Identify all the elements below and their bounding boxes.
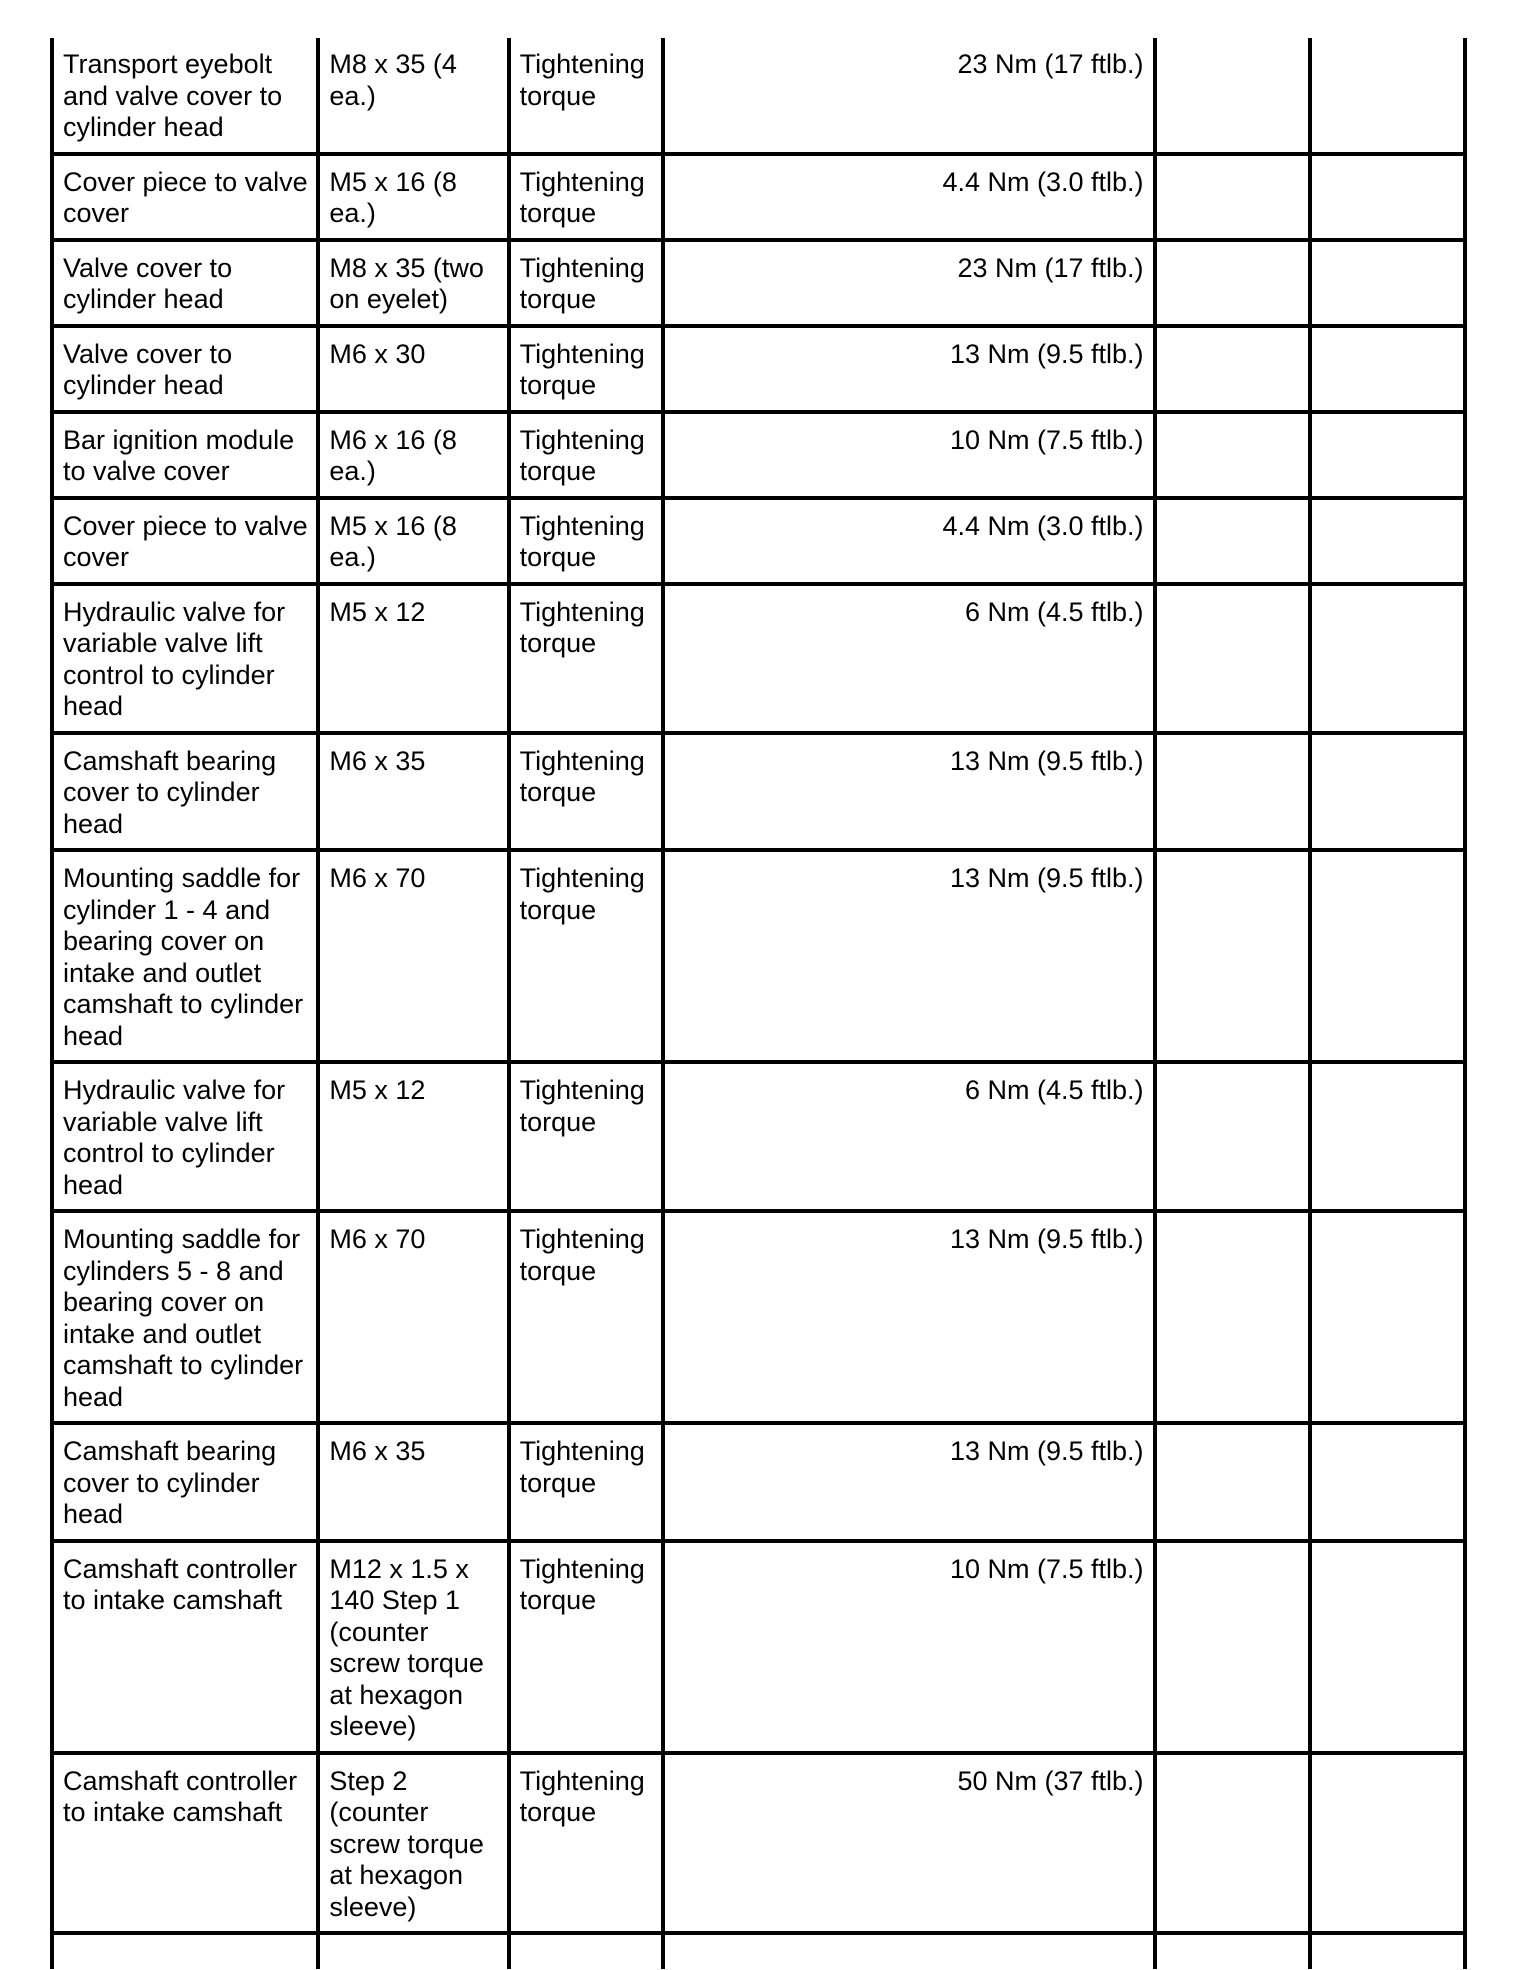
spec-type-cell: Tightening torque (509, 584, 663, 733)
table-row (52, 850, 1465, 1062)
table-row (52, 326, 1465, 412)
empty-cell (1155, 1933, 1310, 1969)
description-cell: Bar ignition module to valve cover (52, 412, 318, 498)
fastener-size-cell: M5 x 16 (8 ea.) (318, 498, 508, 584)
description-cell: Hydraulic valve for variable valve lift control to cylinder head (52, 584, 318, 733)
fastener-size-cell: M6 x 30 (318, 326, 508, 412)
empty-cell (1310, 1753, 1465, 1934)
empty-cell (1310, 1062, 1465, 1211)
empty-cell (1310, 154, 1465, 240)
description-cell: Mounting saddle for cylinders 5 - 8 and bearing cover on intake and outlet camshaft to cylinder head (52, 1211, 318, 1423)
spec-type-cell: Tightening torque (509, 1062, 663, 1211)
empty-cell (1155, 850, 1310, 1062)
spec-type-cell: Tightening torque (509, 38, 663, 154)
fastener-size-cell: M5 x 16 (8 ea.) (318, 154, 508, 240)
fastener-size-cell: M8 x 35 (4 ea.) (318, 38, 508, 154)
empty-cell (1155, 38, 1310, 154)
spec-type-cell: Tightening torque (509, 850, 663, 1062)
empty-cell (1155, 240, 1310, 326)
description-cell: Camshaft bearing cover to cylinder head (52, 1423, 318, 1541)
torque-value-cell: 13 Nm (9.5 ftlb.) (663, 326, 1155, 412)
table-row (52, 1753, 1465, 1934)
table-row (52, 584, 1465, 733)
fastener-size-cell: M6 x 35 (318, 1423, 508, 1541)
description-cell: Transport eyebolt and valve cover to cylinder head (52, 38, 318, 154)
table-row (52, 1541, 1465, 1753)
torque-value-cell: 10 Nm (7.5 ftlb.) (663, 412, 1155, 498)
description-cell: Camshaft bearing cover to cylinder head (52, 733, 318, 851)
empty-cell (52, 1933, 318, 1969)
spec-type-cell: Tightening torque (509, 733, 663, 851)
torque-value-cell: 13 Nm (9.5 ftlb.) (663, 1211, 1155, 1423)
spec-type-cell: Tightening torque (509, 1541, 663, 1753)
spec-type-cell: Tightening torque (509, 154, 663, 240)
table-row (52, 240, 1465, 326)
table-body (52, 38, 1465, 1969)
empty-cell (1310, 326, 1465, 412)
table-row (52, 412, 1465, 498)
fastener-size-cell: M6 x 35 (318, 733, 508, 851)
empty-cell (1155, 1753, 1310, 1934)
empty-cell (1310, 1541, 1465, 1753)
torque-value-cell: 13 Nm (9.5 ftlb.) (663, 850, 1155, 1062)
fastener-size-cell: M6 x 70 (318, 850, 508, 1062)
table-row (52, 1423, 1465, 1541)
empty-cell (1310, 498, 1465, 584)
empty-cell (1310, 584, 1465, 733)
fastener-size-cell: M12 x 1.5 x 140 Step 1 (counter screw torque at hexagon sleeve) (318, 1541, 508, 1753)
table-row-continued (52, 1933, 1465, 1969)
empty-cell (1310, 1423, 1465, 1541)
empty-cell (1310, 1211, 1465, 1423)
torque-value-cell: 4.4 Nm (3.0 ftlb.) (663, 498, 1155, 584)
table-row (52, 154, 1465, 240)
empty-cell (1155, 412, 1310, 498)
fastener-size-cell: M6 x 16 (8 ea.) (318, 412, 508, 498)
table-row (52, 733, 1465, 851)
empty-cell (1155, 326, 1310, 412)
spec-type-cell: Tightening torque (509, 1753, 663, 1934)
empty-cell (1155, 1062, 1310, 1211)
torque-spec-table (50, 38, 1467, 1969)
description-cell: Valve cover to cylinder head (52, 240, 318, 326)
empty-cell (1155, 733, 1310, 851)
torque-value-cell: 6 Nm (4.5 ftlb.) (663, 584, 1155, 733)
torque-value-cell: 23 Nm (17 ftlb.) (663, 38, 1155, 154)
empty-cell (1310, 733, 1465, 851)
description-cell: Camshaft controller to intake camshaft (52, 1753, 318, 1934)
empty-cell (1310, 1933, 1465, 1969)
empty-cell (1310, 850, 1465, 1062)
empty-cell (1310, 240, 1465, 326)
empty-cell (1155, 1541, 1310, 1753)
torque-value-cell: 50 Nm (37 ftlb.) (663, 1753, 1155, 1934)
torque-value-cell: 4.4 Nm (3.0 ftlb.) (663, 154, 1155, 240)
spec-type-cell: Tightening torque (509, 498, 663, 584)
description-cell: Hydraulic valve for variable valve lift control to cylinder head (52, 1062, 318, 1211)
description-cell: Cover piece to valve cover (52, 154, 318, 240)
fastener-size-cell: M5 x 12 (318, 1062, 508, 1211)
fastener-size-cell: M6 x 70 (318, 1211, 508, 1423)
empty-cell (318, 1933, 508, 1969)
spec-type-cell: Tightening torque (509, 1211, 663, 1423)
description-cell: Valve cover to cylinder head (52, 326, 318, 412)
table-row (52, 38, 1465, 154)
fastener-size-cell: M8 x 35 (two on eyelet) (318, 240, 508, 326)
torque-value-cell: 13 Nm (9.5 ftlb.) (663, 1423, 1155, 1541)
torque-value-cell: 13 Nm (9.5 ftlb.) (663, 733, 1155, 851)
torque-value-cell: 10 Nm (7.5 ftlb.) (663, 1541, 1155, 1753)
empty-cell (1155, 154, 1310, 240)
empty-cell (1155, 1423, 1310, 1541)
description-cell: Mounting saddle for cylinder 1 - 4 and bearing cover on intake and outlet camshaft to cylinder head (52, 850, 318, 1062)
torque-value-cell: 6 Nm (4.5 ftlb.) (663, 1062, 1155, 1211)
table-row (52, 498, 1465, 584)
empty-cell (1310, 38, 1465, 154)
spec-type-cell: Tightening torque (509, 240, 663, 326)
empty-cell (509, 1933, 663, 1969)
table-row (52, 1211, 1465, 1423)
torque-value-cell: 23 Nm (17 ftlb.) (663, 240, 1155, 326)
empty-cell (1310, 412, 1465, 498)
table-row (52, 1062, 1465, 1211)
spec-type-cell: Tightening torque (509, 412, 663, 498)
fastener-size-cell: M5 x 12 (318, 584, 508, 733)
empty-cell (1155, 498, 1310, 584)
fastener-size-cell: Step 2 (counter screw torque at hexagon sleeve) (318, 1753, 508, 1934)
empty-cell (1155, 584, 1310, 733)
spec-type-cell: Tightening torque (509, 326, 663, 412)
spec-type-cell: Tightening torque (509, 1423, 663, 1541)
empty-cell (663, 1933, 1155, 1969)
empty-cell (1155, 1211, 1310, 1423)
description-cell: Cover piece to valve cover (52, 498, 318, 584)
description-cell: Camshaft controller to intake camshaft (52, 1541, 318, 1753)
